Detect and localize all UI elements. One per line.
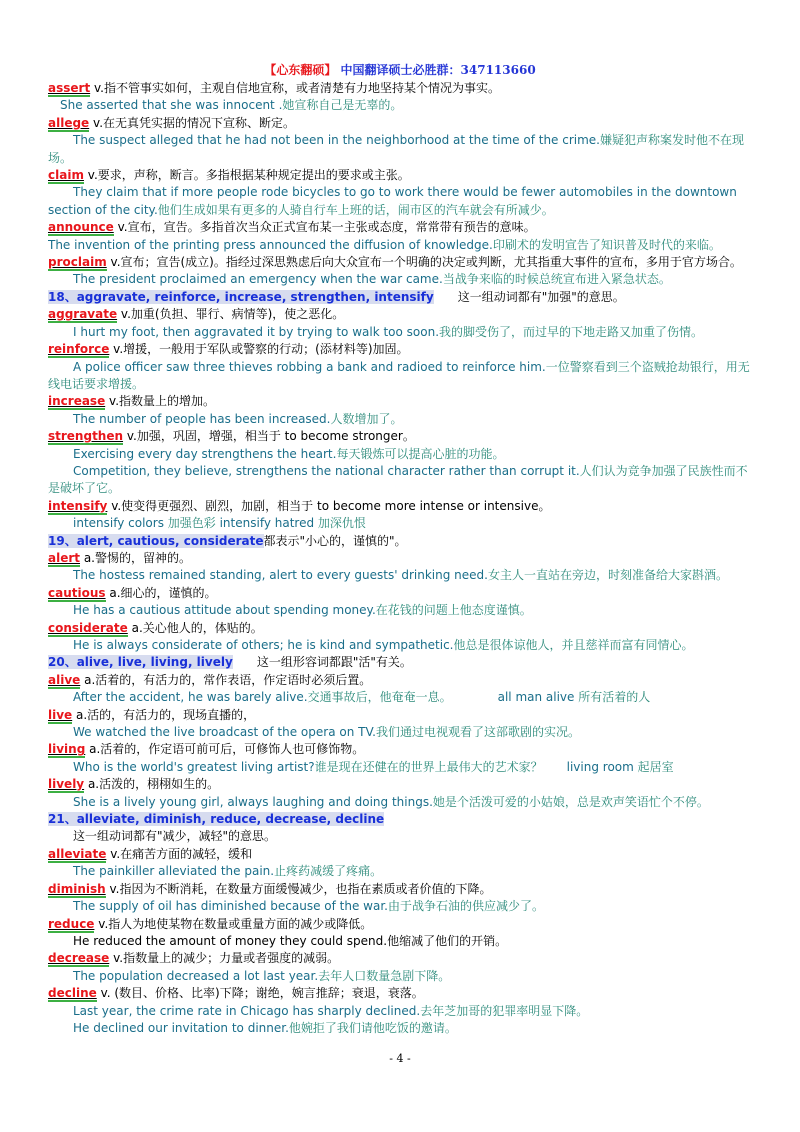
definition: a.活着的，作定语可前可后，可修饰人也可修饰物。 <box>85 742 365 757</box>
example-en: He has a cautious attitude about spending money. <box>73 603 376 618</box>
example-zh: 线电话要求增援。 <box>48 376 145 391</box>
definition: a.细心的，谨慎的。 <box>105 585 217 600</box>
example-en: We watched the live broadcast of the opera on TV. <box>73 725 376 740</box>
example-line <box>48 324 756 341</box>
example-line <box>48 794 756 811</box>
section-title: 19、alert, cautious, considerate <box>48 533 264 548</box>
example-en: intensify hatred <box>219 516 315 531</box>
example-line <box>48 759 756 776</box>
example-zh: 去年人口数量急剧下降。 <box>318 968 451 983</box>
entry-line <box>48 428 756 445</box>
example-zh: 是破坏了它。 <box>48 481 121 496</box>
example-line <box>48 637 756 654</box>
example-en: He is always considerate of others; he is kind and sympathetic. <box>73 638 454 652</box>
entry-line <box>48 707 756 724</box>
example-zh: 一位警察看到三个盗贼抢劫银行，用无 <box>545 359 750 374</box>
example-zh: 他婉拒了我们请他吃饭的邀请。 <box>288 1020 457 1035</box>
headword: assert <box>48 81 91 95</box>
example-line <box>48 446 756 463</box>
example-zh: 他们生成如果有更多的人骑自行车上班的话，闹市区的汽车就会有所减少。 <box>157 202 554 217</box>
example-line <box>48 237 756 254</box>
definition: v.要求，声称，断言。多指根据某种规定提出的要求或主张。 <box>83 168 410 183</box>
example-en: She asserted that she was innocent . <box>60 98 283 113</box>
example-line <box>48 515 756 532</box>
headword: considerate <box>48 620 128 635</box>
example-line <box>48 411 756 428</box>
example-en: The painkiller alleviated the pain. <box>73 864 275 879</box>
headword: alert <box>48 550 81 565</box>
example-line <box>48 968 756 985</box>
definition: v. (数目、价格、比率)下降；谢绝，婉言推辞；衰退，衰落。 <box>96 986 424 1001</box>
example-en: They claim that if more people rode bicycles to go to work there would be fewer automobiles in the downtown <box>73 185 737 200</box>
headword: aggravate <box>48 307 118 322</box>
header-brand: 心东翻硕 <box>276 63 325 77</box>
example-line <box>48 271 756 288</box>
entry-line <box>48 776 756 793</box>
definition: v.加强，巩固，增强，相当于 to become stronger。 <box>123 429 415 444</box>
entry-line <box>48 585 756 602</box>
definition: a.关心他人的，体贴的。 <box>127 620 263 635</box>
headword: proclaim <box>48 255 107 270</box>
header-bracket-right: 】 <box>324 63 337 77</box>
example-zh: 他总是很体谅他人，并且慈祥而富有同情心。 <box>453 638 694 652</box>
section-title: 20、alive, live, living, lively <box>48 655 233 670</box>
entry-line <box>48 341 756 358</box>
entry-line <box>48 881 756 898</box>
header-group: 中国翻译硕士必胜群：347113660 <box>340 63 536 77</box>
example-zh: 谁是现在还健在的世界上最伟大的艺术家？ <box>314 759 543 774</box>
example-en: all man alive <box>497 690 575 705</box>
entry-line <box>48 219 756 236</box>
example-line <box>48 724 756 741</box>
example-line <box>48 184 756 201</box>
entry-line <box>48 741 756 758</box>
headword: live <box>48 707 73 722</box>
example-zh: 人们认为竞争加强了民族性而不 <box>579 463 748 478</box>
definition: a.活的，有活力的，现场直播的， <box>72 707 256 722</box>
section-note: 这一组动词都有"加强"的意思。 <box>457 289 625 304</box>
entry-line <box>48 80 756 97</box>
example-line <box>48 480 756 497</box>
example-en: He declined our invitation to dinner. <box>73 1020 289 1035</box>
headword: decline <box>48 986 97 1001</box>
headword: alleviate <box>48 846 107 861</box>
example-line <box>48 97 756 114</box>
definition: v.指因为不断消耗，在数量方面缓慢减少，也指在素质或者价值的下降。 <box>105 881 492 896</box>
definition: v.宣布；宣告(成立)。指经过深思熟虑后向大众宣布一个明确的决定或判断，尤其指重大事件的宣布，多用于官方场合。 <box>106 255 742 270</box>
definition: v.指人为地使某物在数量或重量方面的减少或降低。 <box>94 916 373 931</box>
entry-line <box>48 916 756 933</box>
example-zh: 他缩减了他们的开销。 <box>387 933 508 948</box>
entry-line <box>48 846 756 863</box>
headword: reinforce <box>48 342 110 357</box>
example-en: After the accident, he was barely alive. <box>73 690 308 705</box>
entry-line <box>48 985 756 1002</box>
example-zh: 她宣称自己是无辜的。 <box>282 98 403 113</box>
definition: v.在痛苦方面的减轻，缓和 <box>106 846 253 861</box>
example-en: Exercising every day strengthens the heart. <box>73 446 337 461</box>
example-zh: 所有活着的人 <box>574 690 651 705</box>
headword: diminish <box>48 881 106 896</box>
example-zh: 每天锻炼可以提高心脏的功能。 <box>336 446 505 461</box>
page-header <box>0 62 800 78</box>
example-line <box>48 1020 756 1037</box>
section-note: 都表示"小心的，谨慎的"。 <box>263 533 407 548</box>
example-en: A police officer saw three thieves robbing a bank and radioed to reinforce him. <box>73 359 546 374</box>
example-line <box>48 376 756 393</box>
headword: strengthen <box>48 429 124 444</box>
example-zh: 止疼药减缓了疼痛。 <box>274 864 383 879</box>
section-note: 这一组动词都有"减少，减轻"的意思。 <box>73 829 277 844</box>
section-title: 21、alleviate, diminish, reduce, decrease, decline <box>48 812 385 827</box>
headword: cautious <box>48 585 106 600</box>
example-line <box>48 1003 756 1020</box>
section-heading-21 <box>48 811 756 828</box>
definition: v.增援，一般用于军队或警察的行动；(添材料等)加固。 <box>109 342 409 357</box>
example-en: He reduced the amount of money they could spend. <box>73 933 388 948</box>
example-zh: 她是个活泼可爱的小姑娘，总是欢声笑语忙个不停。 <box>432 794 709 809</box>
example-en: section of the city. <box>48 202 158 217</box>
example-line <box>48 567 756 584</box>
definition: v.在无真凭实据的情况下宣称、断定。 <box>89 115 296 130</box>
entry-line <box>48 393 756 410</box>
example-line <box>48 359 756 376</box>
example-line <box>48 132 756 149</box>
headword: intensify <box>48 498 108 513</box>
definition: a.活泼的，栩栩如生的。 <box>84 777 220 792</box>
example-zh: 嫌疑犯声称案发时他不在现 <box>600 133 745 148</box>
example-en: Last year, the crime rate in Chicago has sharply declined. <box>73 1003 421 1018</box>
headword: decrease <box>48 951 110 966</box>
section-note: 这一组形容词都跟"活"有关。 <box>256 655 412 670</box>
example-line <box>48 150 756 167</box>
example-zh: 场。 <box>48 150 73 165</box>
example-zh: 印刷术的发明宣告了知识普及时代的来临。 <box>492 237 721 252</box>
example-line <box>48 689 756 706</box>
example-zh: 女主人一直站在旁边，时刻准备给大家斟酒。 <box>487 568 728 583</box>
section-title: 18、aggravate, reinforce, increase, strengthen, intensify <box>48 289 434 304</box>
example-zh: 去年芝加哥的犯罪率明显下降。 <box>420 1003 589 1018</box>
section-heading-18 <box>48 289 756 306</box>
example-zh: 加深仇恨 <box>314 516 366 531</box>
headword: allege <box>48 115 90 130</box>
definition: v.使变得更强烈、剧烈，加剧，相当于 to become more intense or intensive。 <box>107 498 551 513</box>
entry-line <box>48 950 756 967</box>
example-en: The invention of the printing press announced the diffusion of knowledge. <box>48 237 493 252</box>
example-zh: 起居室 <box>633 759 674 774</box>
example-zh: 交通事故后，他奄奄一息。 <box>307 690 452 705</box>
example-en: The suspect alleged that he had not been in the neighborhood at the time of the crime. <box>73 133 600 148</box>
example-en: The hostess remained standing, alert to every guests' drinking need. <box>73 568 488 583</box>
example-en: intensify colors <box>73 516 164 531</box>
entry-line <box>48 620 756 637</box>
entry-line <box>48 115 756 132</box>
headword: increase <box>48 394 106 409</box>
page-number: - 4 - <box>389 1052 411 1065</box>
example-zh: 由于战争石油的供应减少了。 <box>388 899 545 914</box>
definition: v.指不管事实如何，主观自信地宣称，或者清楚有力地坚持某个情况为事实。 <box>90 81 500 95</box>
example-zh: 人数增加了。 <box>330 411 403 426</box>
definition: v.加重(负担、罪行、病情等)，使之恶化。 <box>117 307 345 322</box>
definition: a.活着的，有活力的，常作表语，作定语时必须后置。 <box>80 672 372 687</box>
example-en: The supply of oil has diminished because of the war. <box>73 899 388 914</box>
example-line <box>48 898 756 915</box>
example-line <box>48 933 756 950</box>
example-line <box>48 863 756 880</box>
example-zh: 在花钱的问题上他态度谨慎。 <box>375 603 532 618</box>
example-en: The population decreased a lot last year. <box>73 968 319 983</box>
example-zh: 当战争来临的时候总统宣布进入紧急状态。 <box>442 272 671 287</box>
entry-line <box>48 167 756 184</box>
example-line <box>48 602 756 619</box>
entry-line <box>48 672 756 689</box>
example-en: I hurt my foot, then aggravated it by trying to walk too soon. <box>73 324 440 339</box>
entry-line <box>48 550 756 567</box>
section-heading-19 <box>48 533 756 550</box>
headword: announce <box>48 220 114 235</box>
entry-line <box>48 306 756 323</box>
section-heading-20 <box>48 654 756 671</box>
headword: claim <box>48 168 84 183</box>
headword: alive <box>48 672 81 687</box>
example-en: The number of people has been increased. <box>73 411 331 426</box>
example-en: The president proclaimed an emergency when the war came. <box>73 272 443 287</box>
example-line <box>48 202 756 219</box>
headword: living <box>48 742 86 757</box>
vocab-content <box>48 80 756 1037</box>
headword: lively <box>48 777 85 792</box>
example-line <box>48 463 756 480</box>
definition: v.指数量上的减少；力量或者强度的减弱。 <box>109 951 340 966</box>
example-zh: 加强色彩 <box>163 516 220 531</box>
example-zh: 我们通过电视观看了这部歌剧的实况。 <box>375 725 580 740</box>
example-en: She is a lively young girl, always laughing and doing things. <box>73 794 433 809</box>
definition: a.警惕的，留神的。 <box>80 550 191 565</box>
example-zh: 我的脚受伤了，而过早的下地走路又加重了伤情。 <box>439 324 704 339</box>
section-note-line <box>48 828 756 845</box>
definition: v.指数量上的增加。 <box>105 394 216 409</box>
entry-line <box>48 254 756 271</box>
headword: reduce <box>48 916 95 931</box>
example-en: living room <box>566 759 634 774</box>
example-en: Competition, they believe, strengthens the national character rather than corrupt it. <box>73 463 580 478</box>
definition: v.宣布，宣告。多指首次当众正式宣布某一主张或态度，常常带有预告的意味。 <box>113 220 536 235</box>
example-en: Who is the world's greatest living artist? <box>73 759 315 774</box>
entry-line <box>48 498 756 515</box>
header-bracket-left: 【 <box>264 63 277 77</box>
